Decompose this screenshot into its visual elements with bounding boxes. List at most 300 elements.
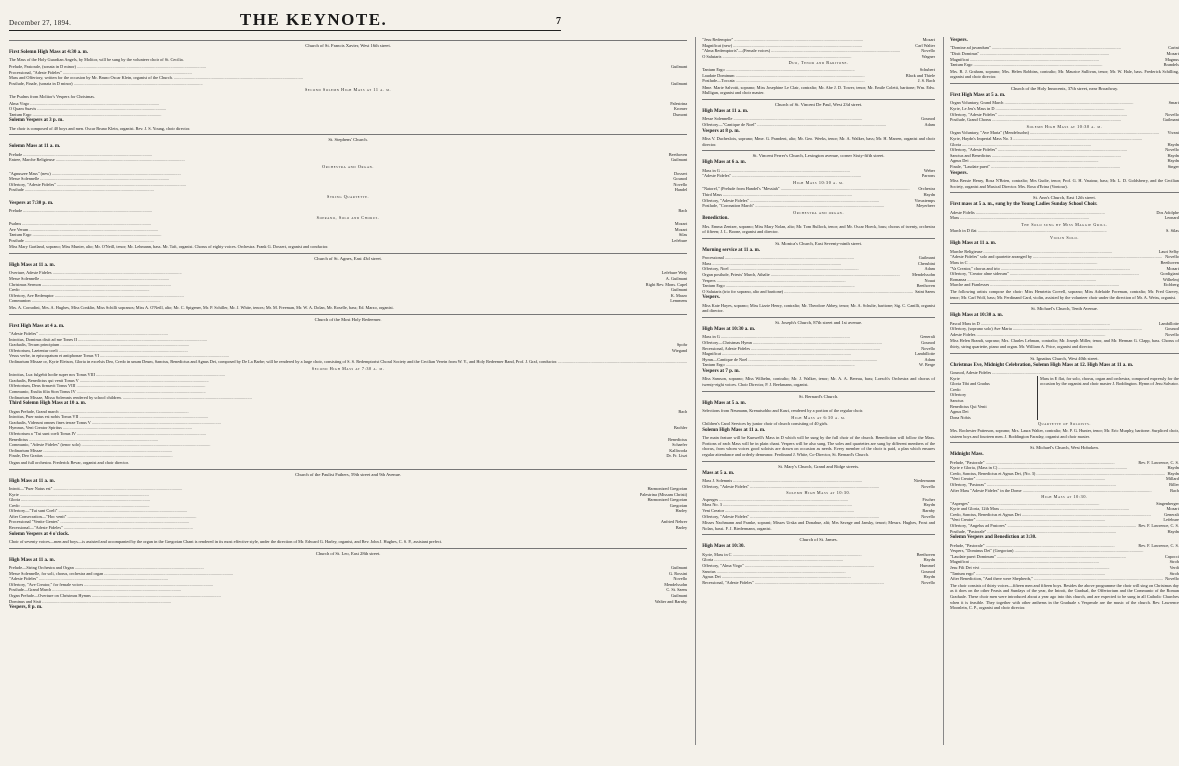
composer: Barley — [675, 525, 688, 531]
service-note: Children's Carol Services by junior choir of church consisting of 40 girls. — [702, 421, 829, 427]
church-heading: Church of the Holy Innocents, 37th street, near Broadway. — [1010, 85, 1119, 91]
program-piece: Kyrie, Mass in C ..... — [702, 552, 861, 558]
composer: Carl Walter — [915, 42, 936, 48]
composer: Mozart — [922, 37, 936, 42]
composer: Gounod — [1165, 326, 1179, 332]
composer: Eichberg — [1163, 282, 1179, 288]
composer: Lambillotte — [914, 351, 936, 357]
section-rule — [950, 83, 1179, 84]
composer: Guilmant — [670, 64, 688, 69]
service-note: Selections from Neumann, Krenutsobho and Kasri, rendered by a portion of the regular choir. — [702, 408, 864, 413]
program-row — [9, 525, 687, 531]
program-piece: Offertorium a "Tui sunt coeli Tonus IV ..... — [9, 431, 206, 437]
section-rule — [702, 391, 935, 392]
composer: Niedermann — [913, 477, 936, 483]
sub-heading: Violin Solo. — [1049, 234, 1079, 240]
composer: Wiegand — [671, 347, 688, 353]
program-piece: "Tantum ergo" ..... — [950, 571, 1105, 577]
service-heading: Midnight Mass. — [950, 452, 984, 458]
sub-heading: The Solo sung by Miss Maggie Grill. — [1021, 221, 1108, 227]
composer: Brandels — [1163, 62, 1179, 68]
program-piece: Postlude ..... — [9, 187, 154, 193]
performers-note: The choir is composed of 40 boys and men. Oscar Bruno Klein, organist. Rev. J. S. Young, choir director. — [9, 125, 191, 131]
program-piece: Offertory, "Ave Creator," for female voices ..... — [9, 582, 213, 588]
section-rule — [950, 192, 1179, 193]
program-piece: Magnificat ..... — [950, 57, 1099, 63]
section-rule — [950, 442, 1179, 443]
composer: Silas — [678, 232, 688, 238]
composer: Gounod — [921, 116, 936, 122]
composer: Mozart — [674, 221, 688, 227]
performers-note: Miss Bessie Henry, Rosa N'Brien, contralto; Mrs Gudie, tenor; Prof. G. H. Vautour, bass; Mr. L. D. Goldsberry, and the Cecilian Society, organist and Musical Director. Mrs. Rosa d'Erina (Vontour). — [950, 177, 1179, 189]
church-heading: St. Monica's Church, East Seventy-ninth street. — [775, 240, 863, 246]
composer: Rev. F. Lawrence, C. S. — [1138, 542, 1179, 548]
composer: Novello — [673, 576, 688, 582]
program-piece: Messe Solennelle, for soli, chorus, orchestra and organ ..... — [9, 571, 233, 577]
church-heading: Church of St. Vincent De Paul, West 23d street. — [774, 101, 863, 107]
program-piece: "Adeste Fideles" ..... — [9, 331, 168, 337]
composer: Novello — [921, 513, 936, 519]
program-row — [9, 157, 687, 163]
composer: Haydn — [923, 502, 936, 508]
composer: Haydn — [1167, 528, 1179, 534]
program-piece: Organ Voluntary, "Ave Maria" (Mendelssohn) ..... — [950, 130, 1159, 136]
church-heading: Church of the Paulist Fathers, 59th street and 9th Avenue. — [295, 471, 402, 477]
composer: Novello — [921, 579, 936, 585]
newspaper-page — [9, 6, 1179, 751]
program-row — [702, 54, 935, 60]
program-piece: Offertorium, Deus firmavit Tonus VIII ..... — [9, 383, 205, 389]
composer: Novello — [1165, 576, 1179, 582]
composer: J. S. Bach — [917, 78, 936, 84]
composer: Cherubini — [917, 260, 936, 266]
composer: Schubert — [919, 66, 936, 72]
program-piece: Postlude—Toccata ..... — [702, 78, 864, 84]
program-piece: Gounod, Adeste Fideles ..... — [950, 370, 1121, 376]
program-piece: Communio, "Adeste Fideles" (tenor solo) ..... — [9, 442, 210, 448]
program-piece: Tantum Ergo ..... — [702, 67, 854, 73]
program-row — [9, 81, 687, 87]
church-heading: Church of St. James. — [799, 537, 838, 543]
composer: Haydn — [923, 574, 936, 580]
section-rule — [9, 134, 687, 135]
composer: Walter and Barnby — [654, 598, 688, 604]
program-piece: Offertory, "Adeste Fideles" ..... — [950, 147, 1127, 153]
service-heading: Christmas Eve, Midnight Celebration, Solemn High Mass at 12. High Mass at 11 a. m. — [950, 362, 1134, 368]
program-piece: "Dixit Dominus" ..... — [950, 51, 1109, 57]
program-piece: Tantum Ergo ..... — [9, 112, 161, 118]
masthead-title: THE KEYNOTE. — [239, 10, 388, 29]
program-piece: After Benediction, "And there were Shepherds," ..... — [950, 576, 1163, 582]
composer: Novello — [1165, 331, 1179, 337]
performers-note: Miss Kate Hayes, soprano; Miss Lizzie Henry, contralto; Mr. Theodore Abbey, tenor; Mr. A. Schulte, baritone; Sig. C. Canilli, organist and director. — [702, 302, 936, 314]
composer: Bachler — [673, 425, 688, 431]
church-heading: St. Bernard's Church. — [798, 393, 839, 399]
church-heading: St. Michael's Church, Tenth Avenue. — [1030, 306, 1098, 312]
composer: Gounod — [921, 568, 936, 574]
composer: Vivani — [1167, 130, 1179, 136]
program-piece: Mass No. 3 ..... — [702, 502, 852, 508]
program-piece: Offertory, "Adeste Fideles" ..... — [702, 484, 879, 490]
composer: Lambillotte — [1158, 320, 1179, 326]
sub-heading: High Mass at 10:30. — [1041, 494, 1088, 500]
program-piece: Finale, "Laudate pueri" ..... — [950, 164, 1120, 170]
composer: Lauri Selby — [1158, 248, 1179, 254]
service-heading: First High Mass at 4 a. m. — [9, 323, 65, 329]
composer: Dos Adolphe — [1156, 209, 1179, 215]
sub-heading: String Quartette. — [327, 193, 370, 199]
sub-heading: Orchestra and organ. — [793, 209, 845, 215]
program-row — [702, 514, 935, 520]
program-piece: Offertory, "Pastoras" ..... — [950, 482, 1116, 488]
composer: Palestrina (Missam Christi) — [639, 491, 688, 497]
program-piece: Marche Religieuse ..... — [950, 249, 1112, 255]
program-piece: "Adeste Fideles" ..... — [702, 173, 861, 179]
sub-heading: Second High Mass at 7:30 a. m. — [311, 365, 385, 371]
composer: Novello — [921, 483, 936, 489]
program-piece: Alma Virgo ..... — [9, 101, 159, 107]
composer: Adam — [924, 266, 936, 272]
section-rule — [9, 40, 687, 41]
composer: G. Rossini — [669, 570, 688, 576]
composer: Black and Thiele — [905, 72, 936, 78]
program-piece: Organ postlude, Priests' March, Athalie ..... — [702, 272, 900, 278]
mass-part: Benedictus Qui Venit — [950, 403, 987, 409]
program-piece: Credo, Sanctus, Benedictus et Agnus Dei, (No. 3) ..... — [950, 471, 1165, 477]
program-piece: Kyrie and Gloria, 12th Mass ..... — [950, 506, 1129, 512]
program-piece: Introitus, Dominus dixit ad me Tones II ..... — [9, 337, 207, 343]
composer: Lefebure Wely — [661, 270, 688, 276]
service-heading: Vespers at 8 p. m. — [702, 128, 740, 134]
page-header — [9, 6, 561, 31]
article-columns — [9, 37, 1179, 745]
church-heading: Church of St. Agnes, East 43d street. — [314, 256, 382, 262]
program-row — [9, 298, 687, 304]
program-piece: Benedictus ..... — [9, 437, 158, 443]
program-row — [950, 228, 1179, 234]
composer: Beethoven — [916, 283, 936, 289]
program-piece: "Veni Creator" ..... — [950, 517, 1105, 523]
program-piece: Mass J. Solemnis ..... — [702, 478, 862, 484]
composer: Adam — [924, 356, 936, 362]
program-piece: Offertorium, Laetentur coeli ..... — [9, 348, 188, 354]
program-piece: Introitus, Lux fulgebit hodie super nos Tonus VIII ..... — [9, 372, 225, 378]
composer: Haydn — [1167, 158, 1179, 164]
issue-date: December 27, 1894. — [9, 19, 72, 27]
sub-heading: Soprano, Solo and Chorus. — [316, 214, 380, 220]
program-row — [9, 359, 687, 365]
composer: Barnby — [922, 507, 936, 513]
program-row — [9, 453, 687, 459]
service-heading: High Mass at 11 a. m. — [9, 478, 55, 484]
sub-heading: Solemn High Mass at 10:30. — [786, 490, 851, 496]
program-piece: Gloria ..... — [702, 557, 843, 563]
composer: Guilmant — [1162, 117, 1179, 123]
composer: Mozart — [674, 226, 688, 232]
composer: W. Berge — [919, 362, 936, 368]
composer: Capocci — [1164, 553, 1179, 559]
service-heading: Benediction. — [702, 216, 729, 222]
composer: Guilmant — [670, 287, 688, 293]
composer: Gregorian — [669, 502, 688, 508]
program-row — [950, 164, 1179, 170]
composer: Parrons — [921, 173, 936, 179]
program-piece: Vesus verbe, in episcopatum et antiphonae Tonus VI ..... — [9, 353, 229, 359]
program-piece: Magnificat ..... — [950, 559, 1099, 565]
program-row — [9, 599, 687, 605]
program-piece: "Domine ad juvandum" ..... — [950, 45, 1121, 51]
service-heading: High Mass at 10:30. — [702, 544, 745, 550]
composer: Haydn — [923, 191, 936, 197]
section-rule — [702, 461, 935, 462]
composer: Mendelssohn — [664, 581, 688, 587]
program-piece: Prelude—String Orchestra and Organ ..... — [9, 565, 204, 571]
section-rule — [9, 469, 687, 470]
column-1 — [9, 37, 687, 745]
program-piece: Mass ..... — [702, 261, 841, 267]
composer: Nouat — [924, 277, 936, 283]
program-piece: Laudate Dominum ..... — [702, 73, 864, 79]
service-note: The Psalms from Molitor's Vespers for Christmas. — [9, 93, 96, 99]
program-row — [950, 117, 1179, 123]
program-piece: After Mass "Adeste Fideles" in the Dome ..... — [950, 488, 1152, 494]
performers-note: The following artists compose the choir: Miss Henrietta Corvell, soprano; Miss Adelaide Foreman, contralto; Mr. Fred Garvey, tenor; Mr. Carl Wolf, bass; Mr. Ferdinand Card, violin, assisted by the volunteer choir under the direction of Mr. A. Weiss, organist. — [950, 289, 1179, 300]
program-piece: Vespers ..... — [702, 278, 845, 284]
mass-part: Agnus Dei — [950, 409, 969, 415]
section-rule — [702, 99, 935, 100]
program-piece: Psalms ..... — [9, 221, 151, 227]
composer: Singenberger — [1156, 500, 1179, 506]
program-row — [950, 488, 1179, 494]
section-rule — [9, 253, 687, 254]
section-rule — [702, 150, 935, 151]
program-piece: Offertory, "Creator alme siderum" ..... — [950, 271, 1139, 277]
program-piece: Organ Prelude, Grand march ..... — [9, 409, 189, 415]
composer: Rev. F. Lawrence, C. S. — [1138, 459, 1179, 465]
program-piece: Magnificat (new) ..... — [702, 43, 862, 49]
program-piece: Mass and Offertory, written for the occasion by Mr. Bruno Oscar Klein, organist of the Church. ..... — [9, 75, 303, 81]
service-heading: Solemn Vespers at 4 o'clock. — [9, 531, 70, 537]
program-piece: Processional ..... — [702, 255, 854, 261]
program-piece: Mass in G ..... — [702, 334, 850, 340]
program-row — [9, 187, 687, 193]
service-heading: Third Solemn High Mass at 10 a. m. — [9, 401, 87, 407]
program-piece: Organ Prelude—Overture on Christmas Hymns ..... — [9, 593, 221, 599]
composer: Haydn — [923, 557, 936, 563]
composer: Kalliwoda — [669, 447, 688, 453]
program-piece: "Va Creator," chorus and trio ..... — [950, 266, 1130, 272]
program-piece: "Adeste Fideles" solo and quartette arranged by ..... — [950, 254, 1162, 260]
sub-heading: Orchestra and Organ. — [322, 163, 375, 169]
performers-note: Miss V. Duchesloix, soprano; Mme. G. Prandent, alto; Mr. Geo. Weeks, tenor; Mr. A. Walker, bass; Mr. H. Marren, organist and choir director. — [702, 135, 936, 147]
composer: Wilhelmj — [1162, 276, 1179, 282]
composer: Fischer — [922, 496, 936, 502]
service-heading: High Mass at 11 a. m. — [9, 263, 55, 269]
program-piece: Offertory, "Adeste Fideles" ..... — [9, 182, 186, 188]
performers-note: The choir consists of thirty voices—fifteen men and fifteen boys. Besides the above programme the choir will sing on Christmas day as it does on the other Feasts and Sundays of the year, the Introit, the Gradual, the Offertorium and the Communio of the Roman Graduale. These choir men were introduced about a year ago into this church, and are expected to be sung in all Catholic Churches when it is feasible. They together with other anthems in the Graduale s Vesperale are the music of the church. Rev. Lawrence Moonlein, C. P., organist and choir director. — [950, 582, 1179, 611]
church-heading: St. Michael's Church, West Hoboken. — [1030, 445, 1099, 451]
composer: Weber — [923, 167, 936, 173]
church-heading: St. Mary's Church, Grand and Ridge streets. — [778, 463, 860, 469]
program-row — [702, 78, 935, 84]
composer: Guilmant — [670, 593, 688, 599]
service-heading: First High Mass at 5 a. m. — [950, 92, 1006, 98]
sub-heading: Quartette of Soloists. — [1037, 421, 1092, 427]
program-piece: Postlude, "Coronation March" ..... — [702, 203, 884, 209]
composer: Anfried Nehrer — [660, 519, 688, 525]
program-piece: Credo ..... — [9, 503, 150, 509]
church-heading: St. Vincent Ferrer's Church, Lexington avenue, corner Sixty-fifth street. — [752, 153, 885, 159]
program-piece: Offertory—Christmas Hymn ..... — [702, 340, 882, 346]
program-piece: Messe Solennelle ..... — [9, 176, 169, 182]
service-heading: High Mass at 6 a. m. — [702, 160, 746, 166]
performers-note: Mme. Marie Salvotti, soprano; Miss Josephine Le Clair, contralto; Mr. Abe J. D. Tower, tenor; Mr. Emile Coletti, baritone; Wm. Edw. Mulligan, organist and choir master. — [702, 84, 936, 96]
program-piece: Tantum Ergo ..... — [950, 62, 1102, 68]
performers-note: Mrs. Emma Zentzer, soprano; Miss Mary Nolan, alto; Mr. Tom Bullock, tenor; and Mr. Oscar Hoeck, bass; chorus of twenty, orchestra of fifteen; J. L. Boone, organist and director. — [702, 223, 936, 235]
service-heading: Solemn High Mass at 11 a. m. — [702, 427, 766, 433]
composer: Mozart — [1166, 506, 1179, 512]
composer: Schaefer — [672, 442, 688, 448]
program-piece: Romanza ..... — [950, 277, 1096, 283]
program-piece: "Alma Redemptoris"—(Female voices) ..... — [702, 48, 900, 54]
program-piece: Processional, "Adeste Fideles" ..... — [9, 70, 192, 76]
section-rule — [9, 548, 687, 549]
composer: Bach — [678, 207, 688, 213]
performers-note: Misses Nachmann and Franke, soprani; Misses Urska and Donahue, alti; Mrs Savage and Jansky, tenori; Messrs. Hughes, Frost and Nolan, bassi. F. J. Biedermann, organist. — [702, 520, 936, 531]
composer: Dossert — [674, 170, 688, 176]
program-row — [9, 395, 687, 401]
composer: Haydn — [1167, 470, 1179, 476]
composer: Magnus — [1165, 56, 1179, 62]
column-3 — [943, 37, 1179, 745]
program-piece: Sanctus ..... — [702, 569, 845, 575]
composer: Verdi — [1169, 565, 1179, 571]
composer: Guilmant — [670, 157, 688, 163]
composer: Mozart — [1166, 51, 1179, 56]
program-piece: Veni Creator ..... — [702, 508, 854, 514]
program-piece: Postlude, Grand Chorus ..... — [950, 117, 1121, 123]
program-piece: Offertory, "Alma Virgo" ..... — [702, 563, 874, 569]
program-piece: Kyrie e Gloria, (Mass in C) ..... — [950, 465, 1127, 471]
program-piece: After Consecration—"Hoc venit" ..... — [9, 514, 196, 520]
program-row — [950, 529, 1179, 535]
program-piece: Kyrie, Le Jeu's Mass in D ..... — [950, 106, 1124, 112]
program-piece: "Laudate pueri Dominum" ..... — [950, 554, 1126, 560]
program-row — [950, 332, 1179, 338]
program-piece: Prelude ..... — [9, 152, 152, 158]
composer: Harley — [675, 508, 688, 514]
program-row — [950, 62, 1179, 68]
service-heading: Morning service at 11 a. m. — [702, 247, 761, 253]
composer: Gounod — [673, 176, 688, 182]
performers-note: Organ and full orchestra. Frederick Bevar, organist and choir director. — [9, 459, 129, 465]
program-piece: Messe Solennelle ..... — [9, 276, 169, 282]
program-piece: Gradualis, Benedictus qui venit Tonus V ..... — [9, 378, 209, 384]
program-piece: "Jesu Redemptor" ..... — [702, 37, 863, 43]
program-piece: "Natorel," (Prelude from Handel's "Messiah" ..... — [702, 186, 909, 192]
church-heading: St. Stephens' Church. — [328, 137, 368, 143]
program-piece: Prelude, "Pastorale" ..... — [950, 460, 1115, 466]
sub-heading: Second Solemn High Mass at 11 a. m. — [304, 87, 392, 93]
composer: Dumont — [673, 111, 688, 117]
composer: Dr. Fr. Liszt — [666, 453, 688, 459]
program-piece: Prelude, "Pastorale" ..... — [950, 543, 1115, 549]
composer: Generali — [1164, 511, 1179, 517]
composer: Beethoven — [916, 551, 936, 557]
service-heading: High Mass at 10:30 a. m. — [702, 327, 756, 333]
church-heading: St. Joseph's Church, 87th street and 1st avenue. — [775, 320, 863, 326]
program-piece: Gradualis, Viderunt omnes fines terrae Tonus V ..... — [9, 420, 221, 426]
composer: Novello — [1165, 111, 1179, 117]
service-heading: Vespers at 7:30 p. m. — [9, 200, 54, 206]
program-row — [9, 112, 687, 118]
column-2 — [695, 37, 935, 745]
program-piece: Credo ..... — [9, 287, 150, 293]
program-piece: "Asperges" ..... — [950, 501, 1099, 507]
program-piece: Christmas Sermon ..... — [9, 282, 171, 288]
composer: C. St. Saens — [666, 587, 688, 593]
page-number: 7 — [556, 16, 561, 27]
composer: Adam — [924, 121, 936, 127]
program-piece: Gradualis, Tecum principium ..... — [9, 342, 189, 348]
service-heading: Vespers. — [950, 38, 968, 43]
program-piece: March in D flat ..... — [950, 228, 1107, 234]
program-piece: Agnus Dei ..... — [702, 574, 850, 580]
program-piece: Recessional—"Adeste Fideles" ..... — [9, 525, 193, 531]
service-heading: High Mass at 11 a. m. — [9, 557, 55, 563]
program-piece: Recessional, "Adeste Fideles" ..... — [702, 580, 884, 586]
mass-part: Offertory — [950, 392, 967, 398]
program-piece: Ave Verum ..... — [9, 227, 158, 233]
program-piece: Postlude—Grand March ..... — [9, 587, 181, 593]
composer: A. Guilmant — [665, 276, 688, 282]
composer: Novello — [1165, 254, 1179, 260]
program-piece: Gloria ..... — [9, 497, 150, 503]
service-heading: Vespers at 7 p. m. — [702, 369, 740, 374]
composer: Hummel — [919, 562, 936, 568]
program-piece: Processional "Venite Gentes" ..... — [9, 519, 189, 525]
program-piece: Offertory—"Cantique de Noel" ..... — [702, 122, 886, 128]
mass-part: Gloria Tibi and Gradus — [950, 381, 990, 387]
section-rule — [9, 314, 687, 315]
composer: K. Marzo — [670, 292, 688, 298]
service-heading: Solemn Vespers and Benediction at 3:30. — [950, 535, 1037, 541]
program-row — [950, 576, 1179, 582]
program-piece: Ordinarium Missae or, Kyrie Eleison, Gloria in excelsis Deo, Credo in unum Deum, Sanctus, Benedictus and Agnus Dei, composed by De La Barbe; will be rendered by a large choir, consisting of S. S. Redemptorist Choral Society and the Cecilian Verein from W. Y., and Holy Redeemer Band, Prof. J. Graf, conductor. ..... — [9, 359, 687, 365]
mass-part: Dona Nobis — [950, 414, 971, 420]
composer: Haydn — [1167, 152, 1179, 158]
program-row — [702, 362, 935, 368]
composer: Carini — [1168, 45, 1179, 51]
composer: Stroh — [1169, 559, 1179, 565]
section-rule — [702, 534, 935, 535]
performers-note: Miss Samson, soprano; Miss Wilhelm, contralto; Mr. J. Walker, tenor; Mr. A. A. Bereau, bass; Loesch's Orchestra and chorus of twenty-eight voices. Choir Director, P. J. Beekmann, organist. — [702, 376, 936, 387]
service-heading: Mass at 5 a. m. — [702, 470, 735, 476]
program-piece: "Veni Creator" ..... — [950, 476, 1105, 482]
program-piece: Prelude, Pastorale, (sonata in D minor) ..... — [9, 64, 206, 70]
program-piece: Tantum Ergo ..... — [9, 232, 161, 238]
program-piece: Gloria ..... — [950, 142, 1091, 148]
program-piece: Offertory—"Tui sunt Coeli" ..... — [9, 508, 187, 514]
composer: Lemmens — [670, 298, 688, 304]
composer: Singer — [1167, 163, 1179, 169]
program-piece: Introit—"Puer Natus est" ..... — [9, 486, 182, 492]
church-heading: St. Ignatius Church, West 40th street. — [1030, 355, 1099, 361]
program-piece: Communio, Exulta filia Sion Tonus IV ..... — [9, 389, 206, 395]
church-heading: Church of St. Leo, East 28th street. — [315, 550, 381, 556]
composer: Haydn — [1167, 141, 1179, 147]
composer: Meyerbeer — [916, 203, 936, 209]
